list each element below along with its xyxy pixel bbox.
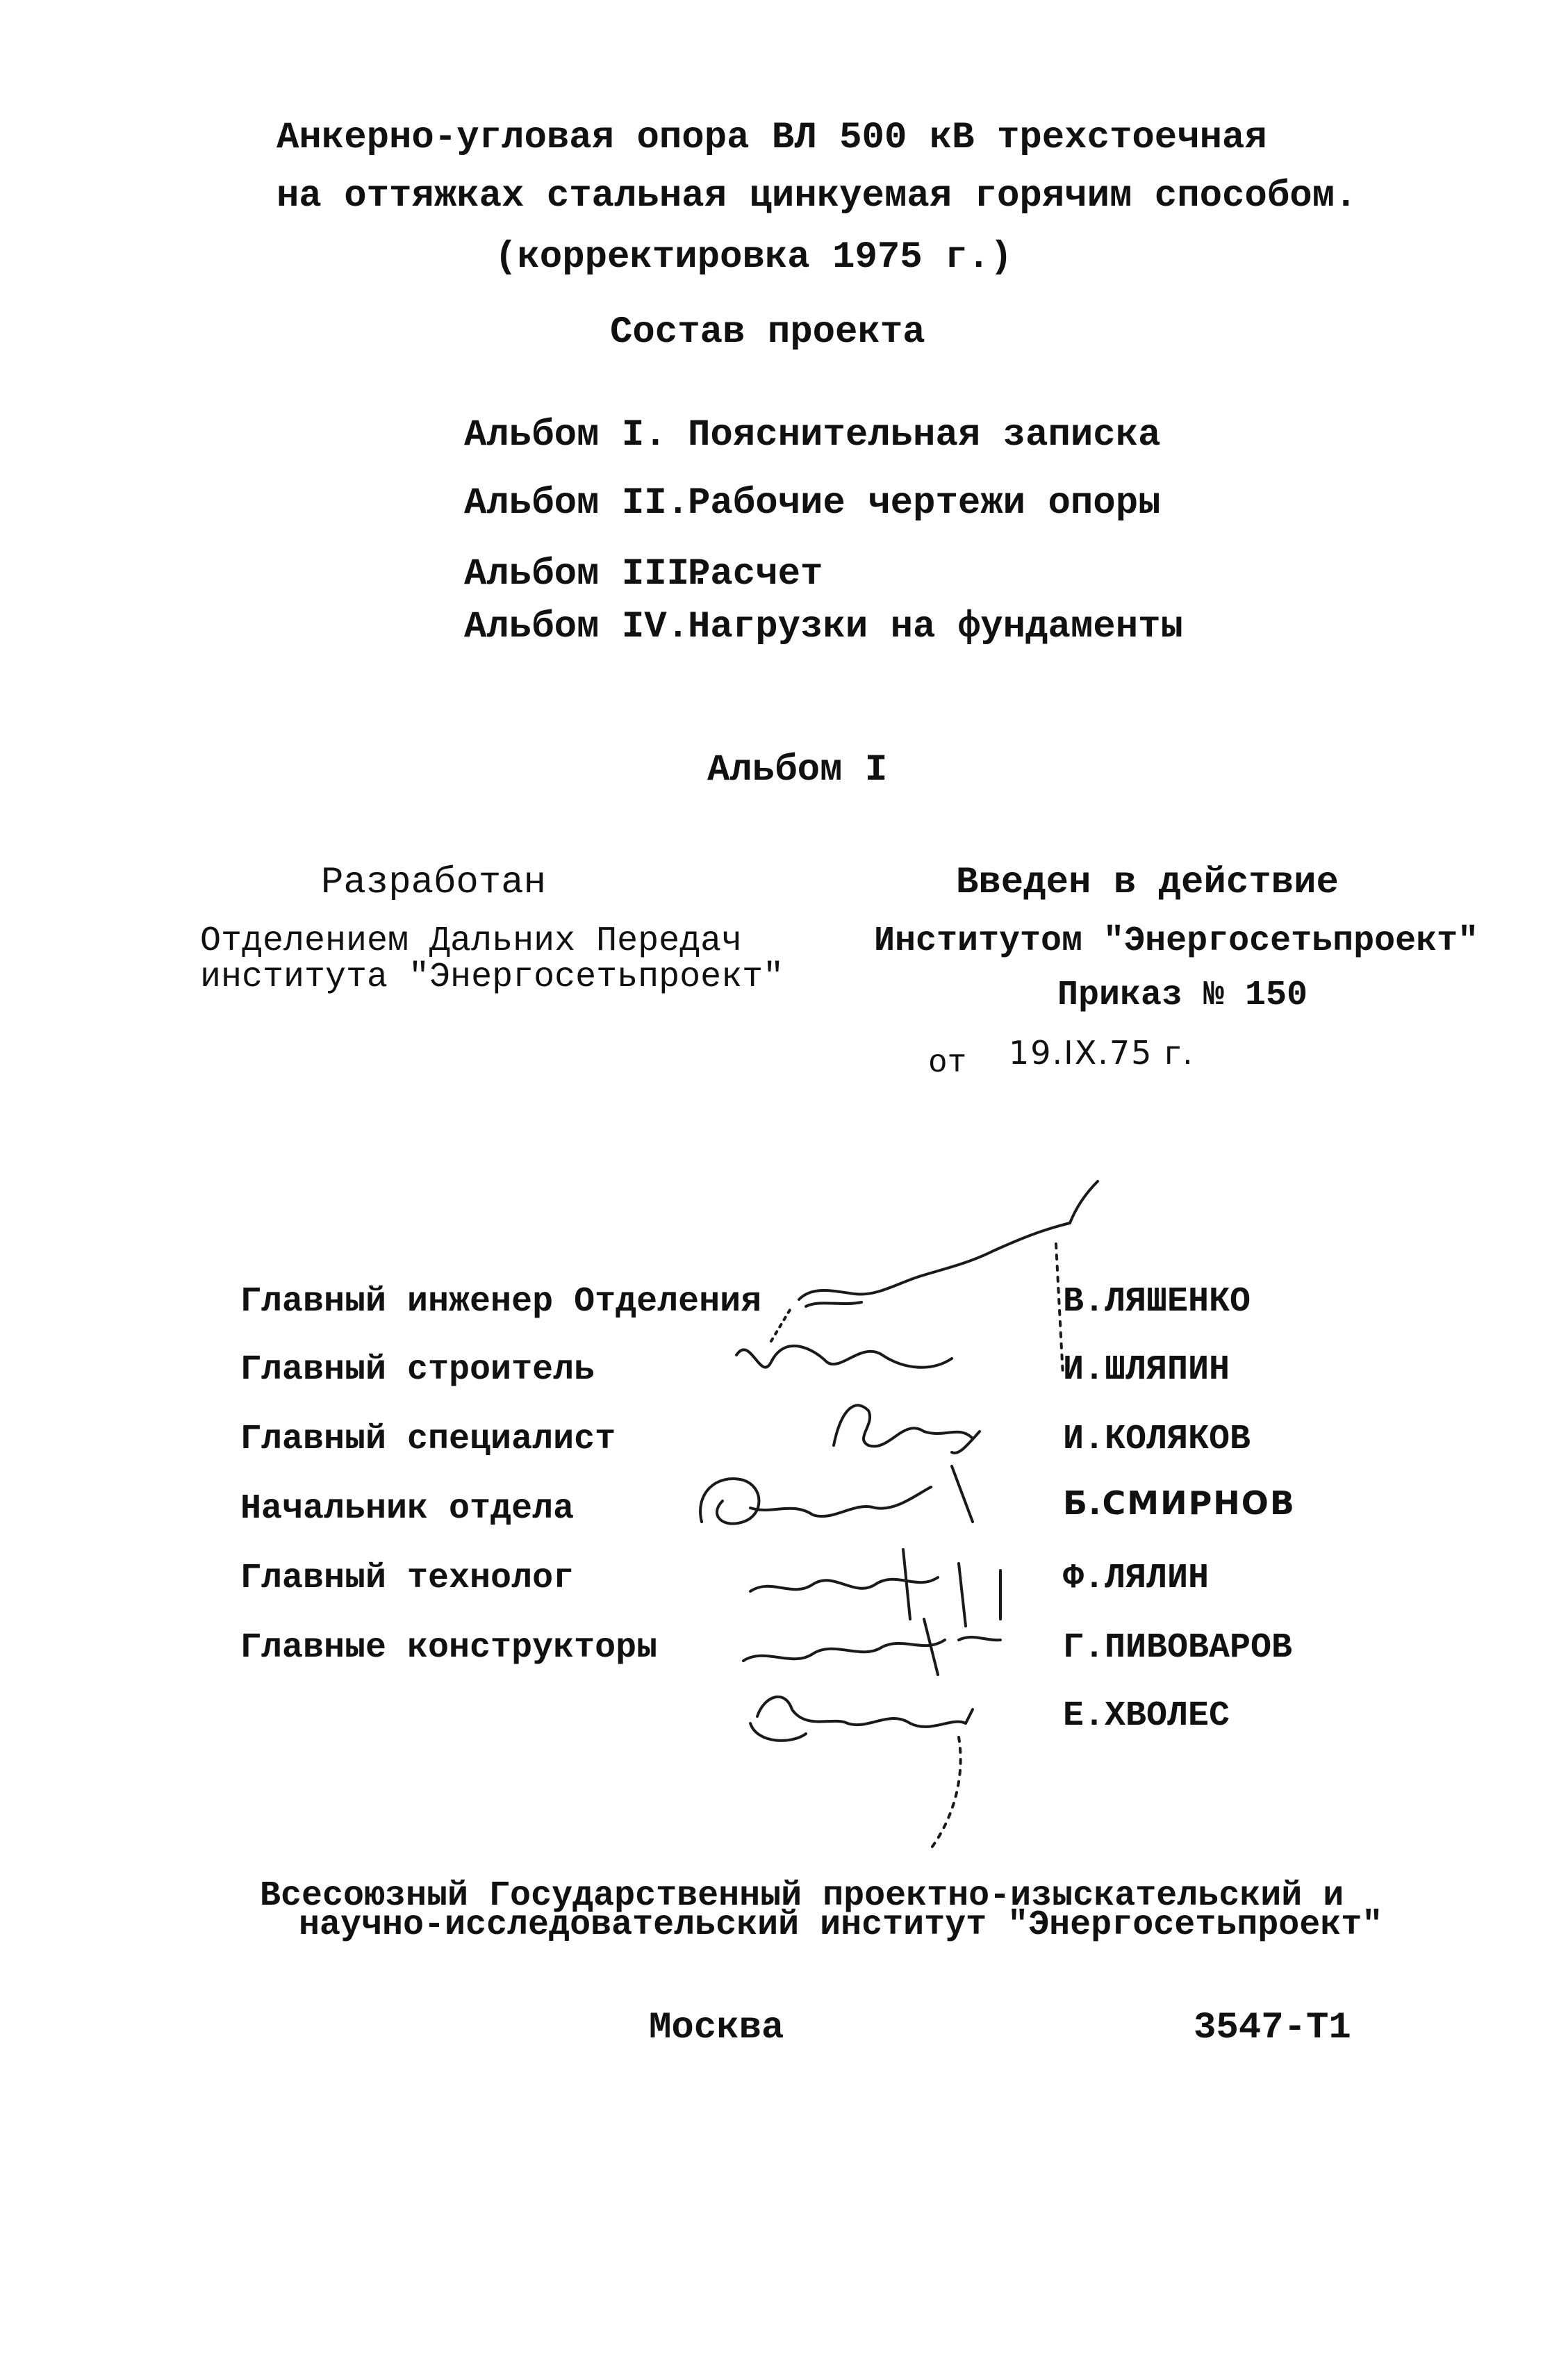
name-6: Г.ПИВОВАРОВ <box>1063 1628 1293 1668</box>
name-1: В.ЛЯШЕНКО <box>1063 1282 1251 1322</box>
album-3-label: Альбом III. <box>464 553 712 596</box>
title-line-1: Анкерно-угловая опора ВЛ 500 кВ трехстоечная <box>277 117 1267 159</box>
position-2: Главный строитель <box>240 1350 595 1390</box>
developed-line-2: института "Энергосетьпроект" <box>200 958 784 997</box>
order-date: 19.IX.75 г. <box>1009 1034 1194 1072</box>
title-line-2: на оттяжках стальная цинкуемая горячим способом. <box>277 175 1358 218</box>
album-1-title: Пояснительная записка <box>688 414 1161 457</box>
album-1-label: Альбом I. <box>464 414 667 457</box>
name-4: Б.СМИРНОВ <box>1063 1484 1296 1522</box>
name-5: Ф.ЛЯЛИН <box>1063 1559 1210 1598</box>
position-4: Начальник отдела <box>240 1489 575 1529</box>
name-2: И.ШЛЯПИН <box>1063 1350 1230 1390</box>
album-4-label: Альбом IV. <box>464 606 690 648</box>
developed-heading: Разработан <box>321 862 547 904</box>
date-prefix: от <box>928 1045 967 1081</box>
name-3: И.КОЛЯКОВ <box>1063 1420 1251 1459</box>
document-code: 3547-Т1 <box>1194 2007 1351 2049</box>
position-5: Главный технолог <box>240 1559 575 1598</box>
city: Москва <box>649 2007 784 2049</box>
introduced-heading: Введен в действие <box>956 862 1339 904</box>
position-6: Главные конструкторы <box>240 1628 658 1668</box>
correction-note: (корректировка 1975 г.) <box>495 236 1013 279</box>
institute-line-1: Всесоюзный Государственный проектно-изыскательский и <box>260 1876 1344 1916</box>
album-2-title: Рабочие чертежи опоры <box>688 482 1161 525</box>
album-4-title: Нагрузки на фундаменты <box>688 606 1183 648</box>
developed-line-1: Отделением Дальних Передач <box>200 921 743 961</box>
order-number: Приказ № 150 <box>1057 976 1308 1015</box>
name-7: Е.ХВОЛЕС <box>1063 1696 1230 1736</box>
composition-heading: Состав проекта <box>610 311 925 354</box>
introduced-line-1: Институтом "Энергосетьпроект" <box>874 921 1479 961</box>
position-1: Главный инженер Отделения <box>240 1282 762 1322</box>
album-3-title: Расчет <box>688 553 823 596</box>
album-2-label: Альбом II. <box>464 482 690 525</box>
position-3: Главный специалист <box>240 1420 616 1459</box>
institute-line-2: научно-исследовательский институт "Энергосетьпроект" <box>299 1905 1383 1945</box>
current-album: Альбом I <box>707 749 888 791</box>
